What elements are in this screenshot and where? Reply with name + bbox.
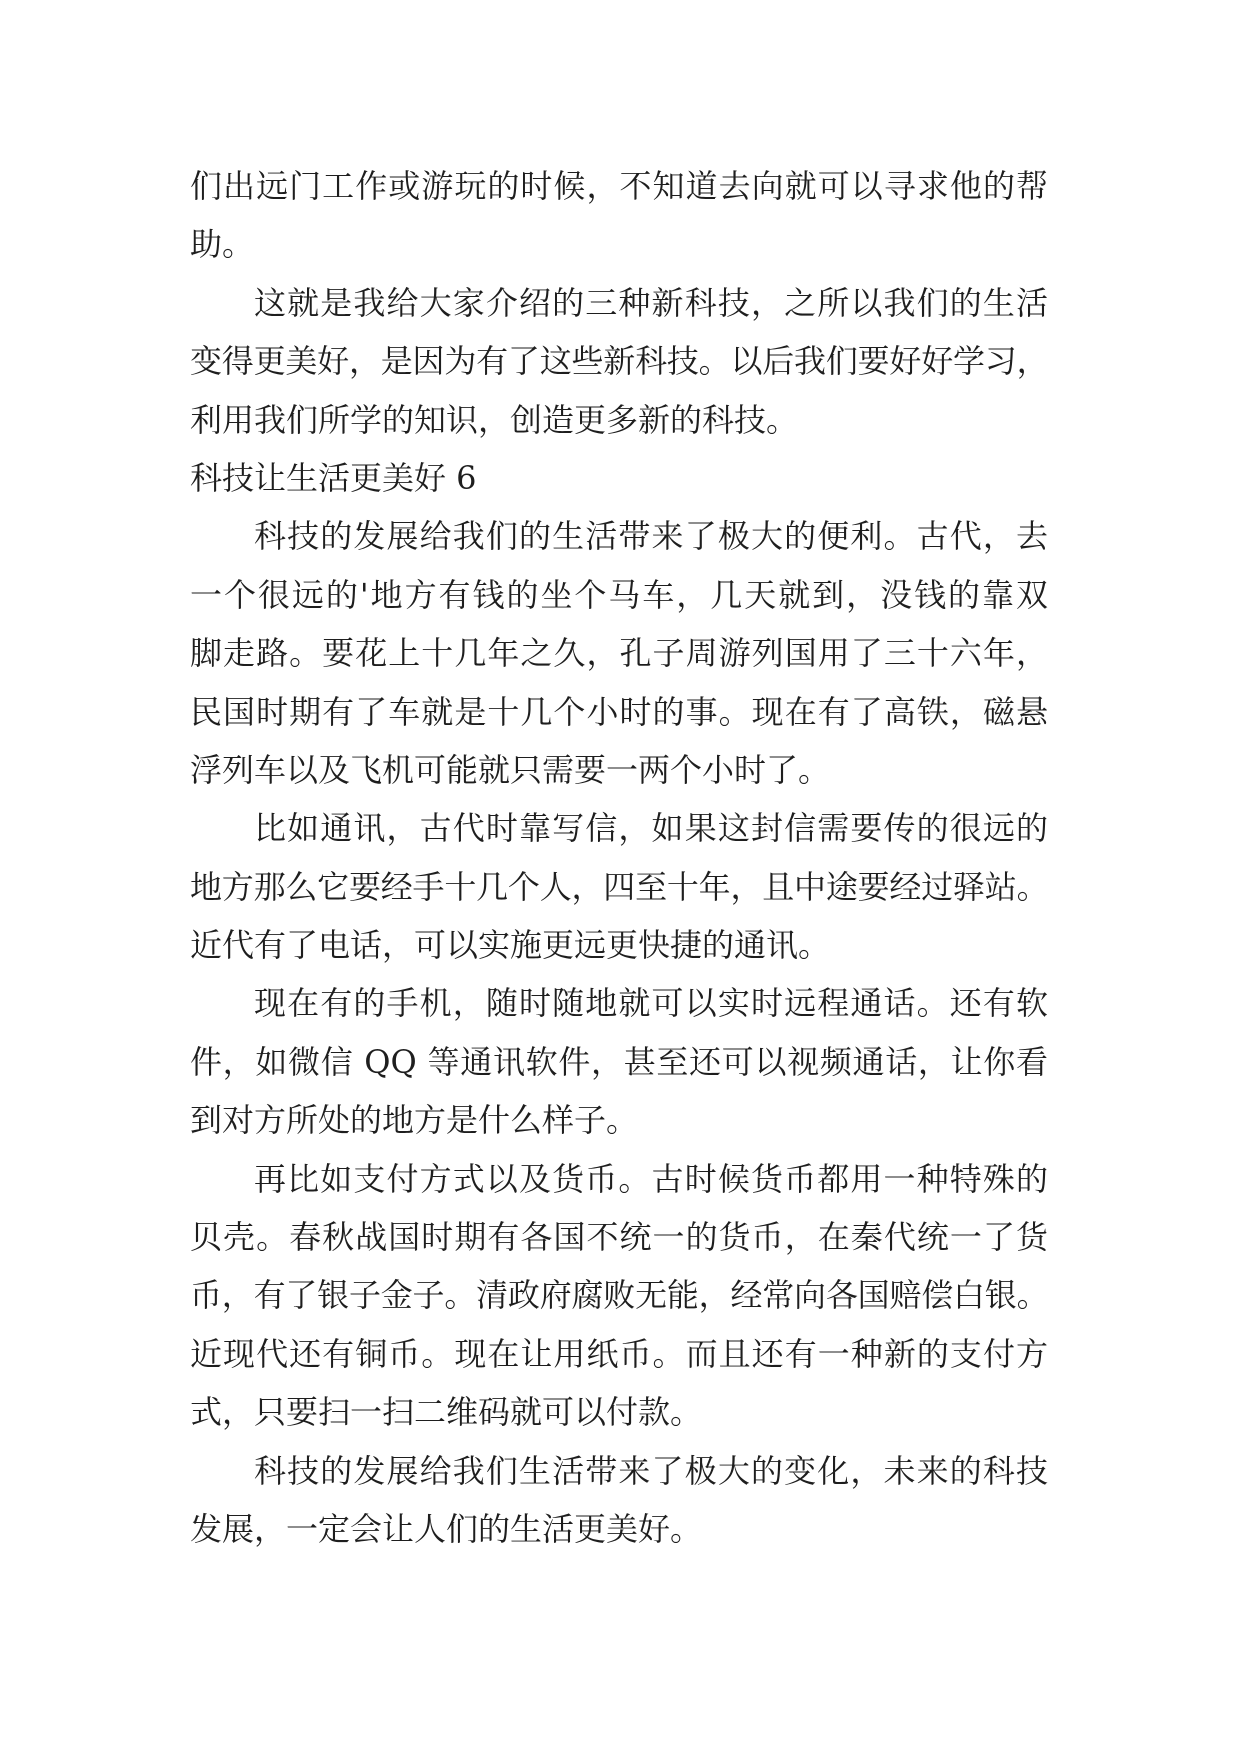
section-heading-wrap — [190, 449, 1048, 507]
paragraph — [190, 799, 1048, 974]
text-line: 比如通讯，古代时靠写信，如果这封信需要传的很远的 — [254, 809, 1048, 848]
text-line: 一个很远的'地方有钱的坐个马车，几天就到，没钱的靠双 — [190, 575, 1048, 614]
paragraph — [190, 974, 1048, 1149]
text-line: 发展，一定会让人们的生活更美好。 — [190, 1509, 703, 1548]
paragraph — [190, 1442, 1048, 1559]
text-line: 变得更美好，是因为有了这些新科技。以后我们要好好学习， — [190, 342, 1048, 381]
paragraph — [190, 157, 1048, 274]
text-line: 到对方所处的地方是什么样子。 — [190, 1101, 639, 1140]
text-line: 科技的发展给我们的生活带来了极大的便利。古代，去 — [254, 517, 1048, 556]
text-line: 科技的发展给我们生活带来了极大的变化，未来的科技 — [254, 1451, 1048, 1490]
text-line: 币，有了银子金子。清政府腐败无能，经常向各国赔偿白银。 — [190, 1276, 1048, 1315]
text-line: 们出远门工作或游玩的时候，不知道去向就可以寻求他的帮 — [190, 167, 1048, 205]
text-line: 利用我们所学的知识，创造更多新的科技。 — [190, 400, 799, 439]
text-line: 助。 — [190, 225, 255, 264]
paragraph — [190, 507, 1048, 799]
text-line: 浮列车以及飞机可能就只需要一两个小时了。 — [190, 750, 831, 789]
text-line: 再比如支付方式以及货币。古时候货币都用一种特殊的 — [254, 1159, 1048, 1198]
text-line: 地方那么它要经手十几个人，四至十年，且中途要经过驿站。 — [190, 867, 1048, 906]
text-line: 近现代还有铜币。现在让用纸币。而且还有一种新的支付方 — [190, 1334, 1048, 1373]
text-line: 件，如微信 QQ 等通讯软件，甚至还可以视频通话，让你看 — [190, 1042, 1048, 1081]
text-line: 现在有的手机，随时随地就可以实时远程通话。还有软 — [254, 984, 1048, 1023]
text-line: 近代有了电话，可以实施更远更快捷的通讯。 — [190, 926, 831, 965]
text-line: 这就是我给大家介绍的三种新科技，之所以我们的生活 — [254, 283, 1048, 322]
text-line: 民国时期有了车就是十几个小时的事。现在有了高铁，磁悬 — [190, 692, 1048, 731]
text-line: 式，只要扫一扫二维码就可以付款。 — [190, 1393, 703, 1432]
paragraph — [190, 274, 1048, 449]
paragraph — [190, 1150, 1048, 1442]
section-heading: 科技让生活更美好 6 — [190, 458, 477, 497]
text-line: 贝壳。春秋战国时期有各国不统一的货币，在秦代统一了货 — [190, 1218, 1048, 1257]
text-line: 脚走路。要花上十几年之久，孔子周游列国用了三十六年， — [190, 634, 1048, 673]
document-body — [190, 157, 1048, 1558]
